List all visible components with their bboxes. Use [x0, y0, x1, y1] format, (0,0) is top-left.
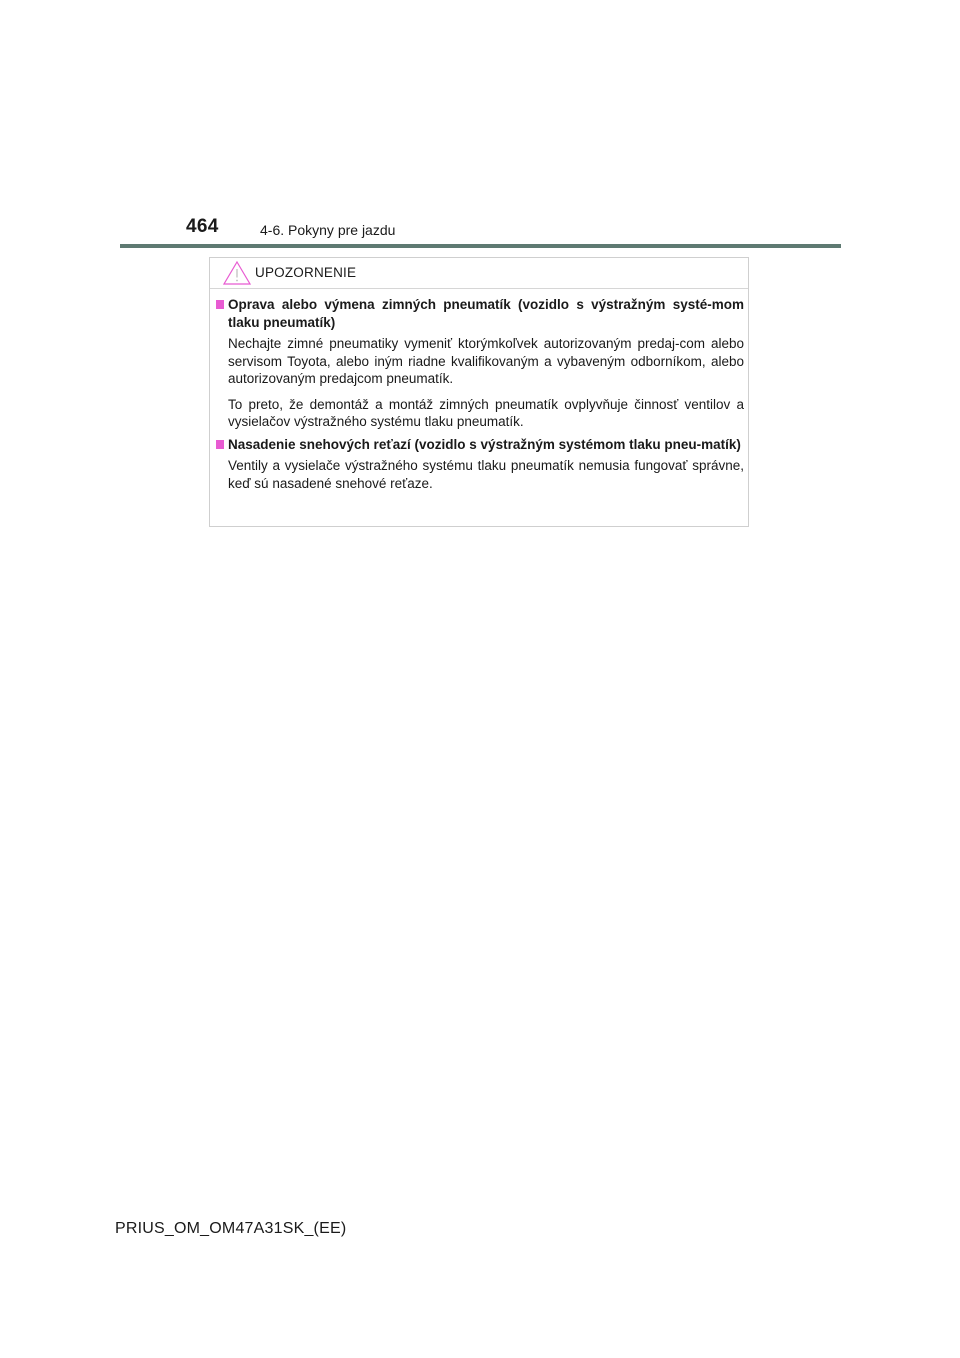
warning-title: UPOZORNENIE — [255, 265, 357, 280]
bullet-square-icon — [216, 440, 224, 449]
header-divider — [120, 244, 841, 248]
page-number: 464 — [186, 216, 219, 237]
warning-header — [210, 258, 748, 289]
warning-box — [209, 257, 749, 527]
item-heading — [216, 436, 744, 454]
bullet-square-icon — [216, 300, 224, 309]
warning-triangle-icon — [223, 261, 251, 285]
warning-content — [216, 296, 744, 492]
item-paragraph: Nechajte zimné pneumatiky vymeniť ktorýmkoľvek autorizovaným predaj-com alebo servisom Toyota, alebo iným riadne kvalifikovaným a vybaveným odborníkom, alebo autorizovaným predajcom pneumatík. — [228, 336, 744, 386]
item-paragraph: Ventily a vysielače výstražného systému tlaku pneumatík nemusia fungovať správne, keď sú nasadené snehové reťaze. — [228, 458, 744, 491]
item-paragraph: To preto, že demontáž a montáž zimných pneumatík ovplyvňuje činnosť ventilov a vysielačov výstražného systému tlaku pneumatík. — [228, 396, 744, 429]
item-heading — [216, 296, 744, 331]
section-title: 4-6. Pokyny pre jazdu — [260, 222, 396, 238]
item-heading-text: Nasadenie snehových reťazí (vozidlo s výstražným systémom tlaku pneu-matík) — [228, 436, 741, 452]
item-heading-text: Oprava alebo výmena zimných pneumatík (vozidlo s výstražným systé-mom tlaku pneumatík) — [228, 297, 744, 330]
document-code: PRIUS_OM_OM47A31SK_(EE) — [115, 1220, 347, 1237]
